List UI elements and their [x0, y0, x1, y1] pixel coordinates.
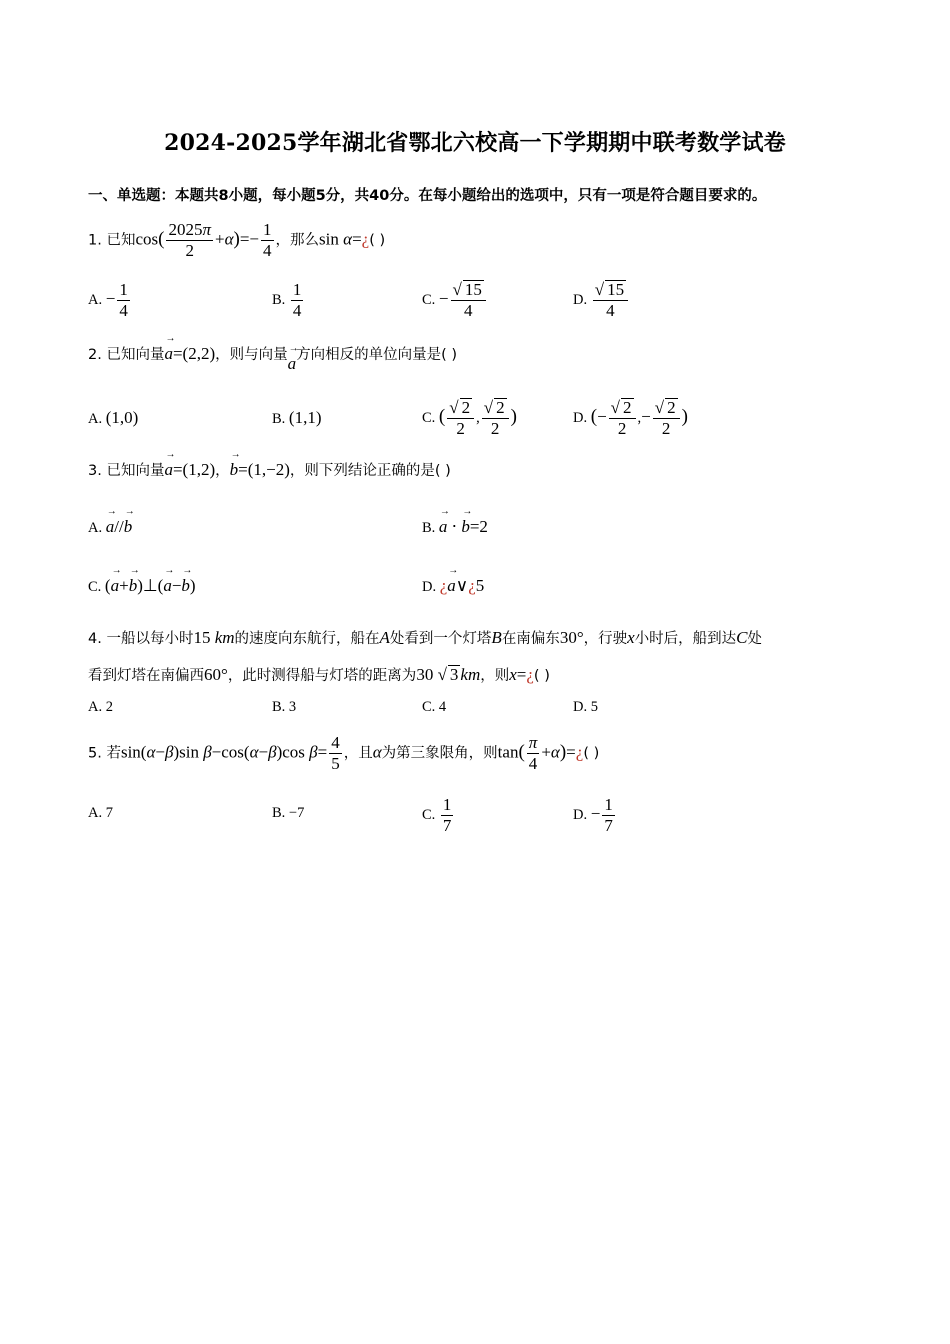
option-a[interactable]: A. → a//→ b [88, 517, 132, 537]
option-d[interactable]: D. (− $\frac{√ 2}{2}$ ,− $\frac{√ 2}{2}$ ) [573, 398, 688, 438]
option-c[interactable]: C. $\frac{1}{7}$ [422, 795, 452, 835]
option-a[interactable]: A. 7 [88, 805, 113, 821]
question-4: 4. 一船以每小时15 km的速度向东航行，船在A处看到一个灯塔B在南偏东30°，行驶x小时后，船到达C处 [88, 628, 763, 647]
option-a[interactable]: A. 2 [88, 699, 113, 715]
question-text: 1. 已知 [88, 232, 136, 249]
option-d[interactable]: D. $\frac{√ 15}{4}$ [573, 280, 630, 321]
page-title: 2024-2025学年湖北省鄂北六校高一下学期期中联考数学试卷 [164, 130, 786, 156]
option-d[interactable]: D. 5 [573, 699, 598, 715]
option-b[interactable]: B. → a ⋅ → b=2 [422, 517, 488, 537]
question-4-line-2: 看到灯塔在南偏西60°，此时测得船与灯塔的距离为30 √ 3 km，则x=¿( ) [88, 665, 550, 684]
option-b[interactable]: B. 3 [272, 699, 297, 715]
option-b[interactable]: B. (1,1) [272, 408, 322, 427]
question-5: 5. 若sin(α−β)sin β−cos(α−β)cos β= $\frac{4}{5}$ ，且α为第三象限角，则tan( $\frac{\pi}{4}$ +α)=¿( ) [88, 733, 600, 773]
question-2: 2. 已知向量→ a=(2,2)，则与向量→ a方向相反的单位向量是( ) [88, 343, 457, 364]
option-b[interactable]: B. −7 [272, 805, 305, 821]
option-c[interactable]: C. 4 [422, 699, 447, 715]
section-heading: 一、单选题：本题共8小题，每小题5分，共40分。在每小题给出的选项中，只有一项是符合题目要求的。 [88, 188, 767, 204]
option-a[interactable]: A. − $\frac{1}{4}$ [88, 280, 128, 320]
option-d[interactable]: D. − $\frac{1}{7}$ [573, 795, 613, 835]
question-1: 1. 已知cos( $\frac{2025\pi}{2}$ +α)=− $\frac{1}{4}$ ，那么sin α=¿( ) [88, 220, 386, 260]
option-b[interactable]: B. $\frac{1}{4}$ [272, 280, 302, 320]
option-d[interactable]: D. ¿→ a∨¿5 [422, 576, 484, 596]
question-3: 3. 已知向量→ a=(1,2)，→ b=(1,−2)，则下列结论正确的是( ) [88, 459, 451, 480]
option-a[interactable]: A. (1,0) [88, 408, 139, 427]
option-c[interactable]: C. ( $\frac{√ 2}{2}$ , $\frac{√ 2}{2}$ ) [422, 398, 517, 438]
option-c[interactable]: C. − $\frac{√ 15}{4}$ [422, 280, 488, 321]
option-c[interactable]: C. (→ a+→ b)⊥(→ a−→ b) [88, 576, 196, 596]
